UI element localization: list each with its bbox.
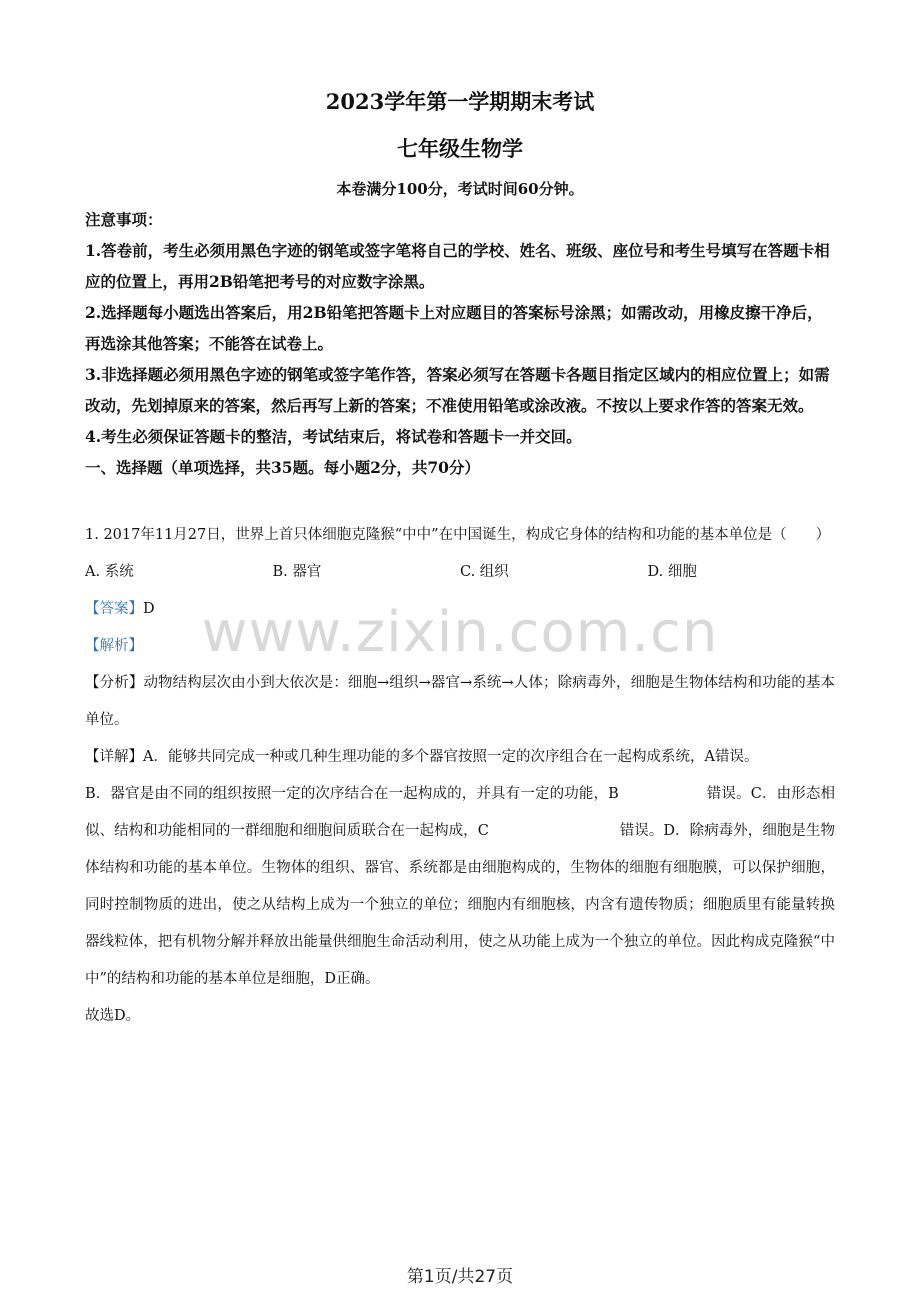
fenxi-text: 动物结构层次由小到大依次是：细胞→组织→器官→系统→人体；除病毒外，细胞是生物体结构和功能的基本单位。 — [85, 675, 836, 728]
detail-paragraph-1 — [85, 739, 835, 776]
analysis-line — [85, 628, 835, 665]
question-1 — [85, 517, 835, 1035]
exam-subject: 七年级生物学 — [397, 136, 523, 161]
note-item-2: 2.选择题每小题选出答案后，用2B铅笔把答题卡上对应题目的答案标号涂黑；如需改动，用橡皮擦干净后，再选涂其他答案；不能答在试卷上。 — [85, 303, 823, 353]
exam-subtitle: 本卷满分100分，考试时间60分钟。 — [336, 180, 584, 198]
analysis-tag: 【解析】 — [85, 638, 143, 654]
option-a: A. 系统 — [85, 564, 134, 580]
note-item-4: 4.考生必须保证答题卡的整洁，考试结束后，将试卷和答题卡一并交回。 — [85, 427, 582, 446]
conclusion: 故选D。 — [85, 1008, 141, 1024]
detail-text-1: A．能够共同完成一种或几种生理功能的多个器官按照一定的次序组合在一起构成系统，A错误。 — [143, 749, 759, 765]
fenxi-paragraph — [85, 665, 835, 739]
notes-heading: 注意事项： — [85, 210, 163, 229]
answer-tag: 【答案】 — [85, 601, 143, 617]
notes-section — [85, 204, 835, 483]
section-heading: 一、选择题（单项选择，共35题。每小题2分，共70分） — [85, 458, 480, 477]
note-item-3: 3.非选择题必须用黑色字迹的钢笔或签字笔作答，答案必须写在答题卡各题目指定区域内的相应位置上；如需改动，先划掉原来的答案，然后再写上新的答案；不准使用铅笔或涂改液。不按以上要求作答的答案无效。 — [85, 365, 830, 415]
exam-title: 2023学年第一学期期末考试 — [325, 89, 595, 114]
option-b: B. 器官 — [272, 564, 322, 580]
option-c: C. 组织 — [460, 564, 509, 580]
option-d: D. 细胞 — [647, 564, 697, 580]
fenxi-tag: 【分析】 — [85, 675, 144, 691]
question-options — [85, 554, 835, 591]
detail-tag: 【详解】 — [85, 749, 143, 765]
question-stem: 1. 2017年11月27日，世界上首只体细胞克隆猴“中中”在中国诞生，构成它身体的结构和功能的基本单位是（ ） — [85, 527, 831, 543]
watermark: www.zixin.com.cn — [201, 600, 719, 665]
note-item-1: 1.答卷前，考生必须用黑色字迹的钢笔或签字笔将自己的学校、姓名、班级、座位号和考生号填写在答题卡相应的位置上，再用2B铅笔把考号的对应数字涂黑。 — [85, 241, 830, 291]
answer-value: D — [143, 601, 155, 617]
detail-paragraph-2: B．器官是由不同的组织按照一定的次序结合在一起构成的，并具有一定的功能，B 错误。C．由形态相似、结构和功能相同的一群细胞和细胞间质联合在一起构成，C 错误。D．除病毒外，细胞是生物体结构和功能的基本单位。生物体的组织、器官、系统都是由细胞构成的，生物体的细胞有细胞膜，可以保护细胞，同时控制物质的进出，使之从结构上成为一个独立的单位；细胞内有细胞核，内含有遗传物质；细胞质里有能量转换器线粒体，把有机物分解并释放出能量供细胞生命活动利用，使之从功能上成为一个独立的单位。因此构成克隆猴“中中”的结构和功能的基本单位是细胞，D正确。 — [85, 786, 835, 987]
answer-line — [85, 591, 835, 628]
page-footer: 第1页/共27页 — [406, 1267, 514, 1287]
